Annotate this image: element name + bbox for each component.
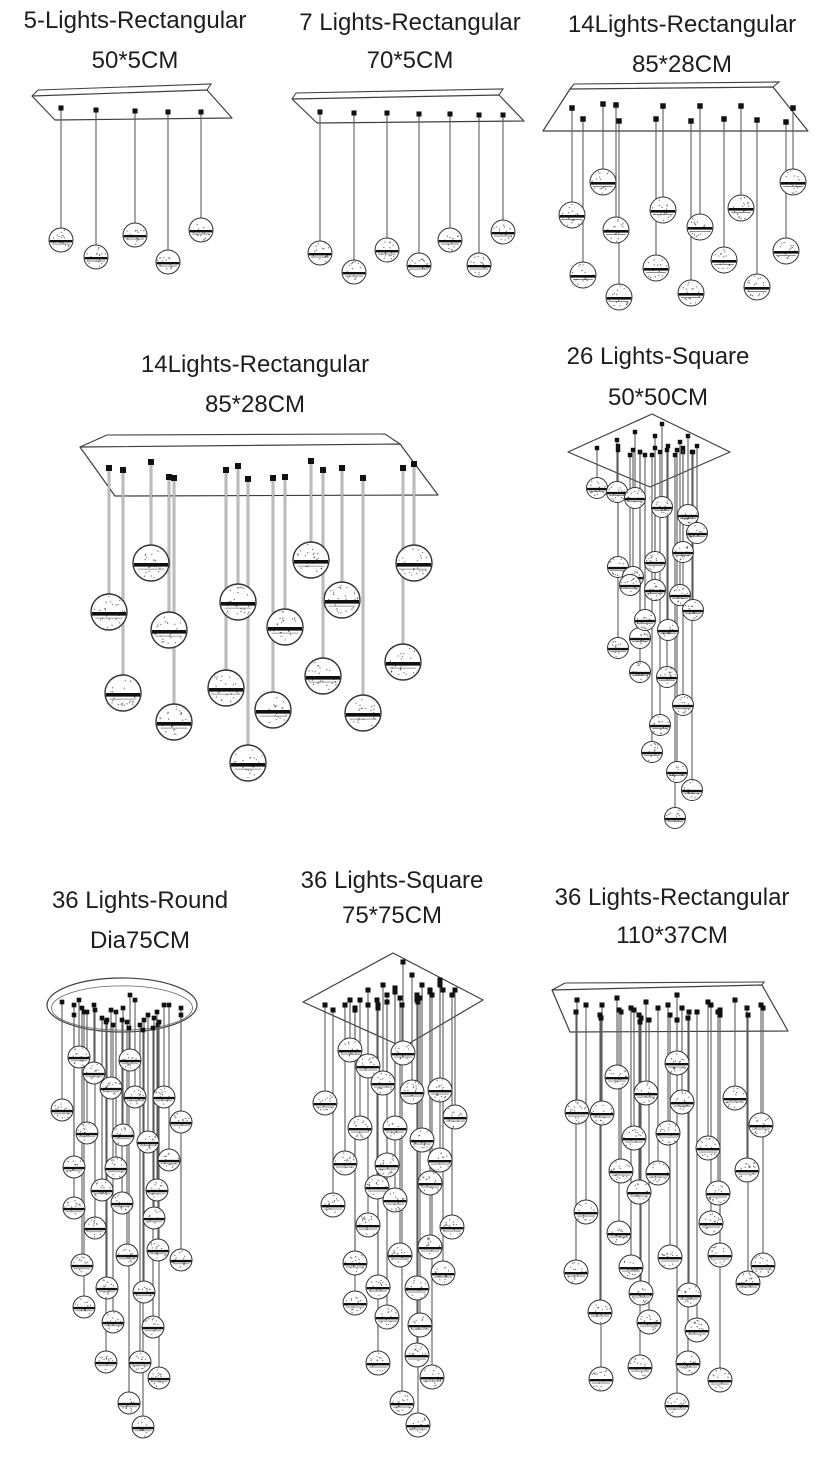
crystal-ball <box>673 542 694 563</box>
crystal-ball <box>637 1310 661 1334</box>
crystal-ball <box>625 488 646 509</box>
crystal-ball <box>645 580 666 601</box>
crystal-ball <box>658 1245 682 1269</box>
fixture-26-lights-square <box>568 414 730 829</box>
crystal-ball <box>646 1161 670 1185</box>
crystal-ball <box>170 1249 192 1271</box>
crystal-ball <box>665 808 686 829</box>
crystal-ball <box>148 1367 170 1389</box>
crystal-ball <box>156 250 180 274</box>
crystal-ball <box>587 478 608 499</box>
crystal-ball <box>293 542 329 578</box>
fixture-title: 36 Lights-Rectangular <box>554 884 790 911</box>
crystal-ball <box>407 253 431 277</box>
crystal-ball <box>696 1136 720 1160</box>
crystal-ball <box>589 1367 613 1391</box>
crystal-ball <box>143 1207 165 1229</box>
crystal-ball <box>390 1391 414 1415</box>
crystal-ball <box>396 545 432 581</box>
crystal-ball <box>428 1078 452 1102</box>
crystal-ball <box>308 241 332 265</box>
wires <box>317 109 505 261</box>
crystal-ball <box>682 780 703 801</box>
crystal-ball <box>665 1393 689 1417</box>
crystal-ball <box>49 228 73 252</box>
fixture-size: 85*28CM <box>631 51 733 78</box>
crystal-ball <box>657 667 678 688</box>
crystal-ball <box>711 247 737 273</box>
crystal-ball <box>73 1296 95 1318</box>
balls <box>49 218 213 274</box>
crystal-ball <box>356 1213 380 1237</box>
crystal-ball <box>590 169 616 195</box>
crystal-ball <box>634 1081 658 1105</box>
crystal-ball <box>230 745 266 781</box>
crystal-ball <box>105 1157 127 1179</box>
fixture-36-lights-round <box>47 978 197 1438</box>
crystal-ball <box>91 1179 113 1201</box>
canopy <box>568 414 730 487</box>
crystal-ball <box>665 1051 689 1075</box>
crystal-ball <box>608 638 629 659</box>
crystal-ball <box>687 523 708 544</box>
crystal-ball <box>564 1260 588 1284</box>
crystal-ball <box>590 1101 614 1125</box>
crystal-ball <box>91 594 127 630</box>
crystal-ball <box>366 1351 390 1375</box>
crystal-ball <box>574 1200 598 1224</box>
crystal-ball <box>565 1100 589 1124</box>
crystal-ball <box>348 1116 372 1140</box>
crystal-ball <box>491 220 515 244</box>
crystal-ball <box>267 609 303 645</box>
crystal-ball <box>220 584 256 620</box>
crystal-ball <box>76 1122 98 1144</box>
crystal-ball <box>51 1099 73 1121</box>
fixture-title: 5-Lights-Rectangular <box>23 7 247 34</box>
crystal-ball <box>305 658 341 694</box>
crystal-ball <box>63 1197 85 1219</box>
fixture-size: 70*5CM <box>366 47 454 74</box>
crystal-ball <box>333 1151 357 1175</box>
crystal-ball <box>744 274 770 300</box>
crystal-ball <box>443 1105 467 1129</box>
crystal-ball <box>619 1255 643 1279</box>
crystal-ball <box>118 1392 140 1414</box>
crystal-ball <box>405 1276 429 1300</box>
crystal-ball <box>418 1171 442 1195</box>
crystal-ball <box>142 1316 164 1338</box>
crystal-ball <box>313 1091 337 1115</box>
crystal-ball <box>630 662 651 683</box>
crystal-ball <box>780 169 806 195</box>
crystal-ball <box>650 197 676 223</box>
fixture-size: 110*37CM <box>616 922 728 949</box>
crystal-ball <box>123 223 147 247</box>
crystal-ball <box>132 1416 154 1438</box>
crystal-ball <box>151 612 187 648</box>
crystal-ball <box>385 644 421 680</box>
crystal-ball <box>467 253 491 277</box>
crystal-ball <box>622 1126 646 1150</box>
crystal-ball <box>345 695 381 731</box>
crystal-ball <box>129 1351 151 1373</box>
crystal-ball <box>607 1221 631 1245</box>
fixture-14-lights-rectangular-small <box>543 82 808 310</box>
fixture-36-lights-square <box>303 953 483 1437</box>
crystal-ball <box>628 1355 652 1379</box>
crystal-ball <box>137 1131 159 1153</box>
crystal-ball <box>119 1049 141 1071</box>
crystal-ball <box>606 284 632 310</box>
crystal-ball <box>667 762 688 783</box>
crystal-ball <box>438 228 462 252</box>
crystal-ball <box>652 497 673 518</box>
crystal-ball <box>603 217 629 243</box>
crystal-ball <box>383 1116 407 1140</box>
crystal-ball <box>673 695 694 716</box>
crystal-ball <box>375 1153 399 1177</box>
crystal-ball <box>63 1156 85 1178</box>
crystal-ball <box>153 1086 175 1108</box>
crystal-ball <box>420 1365 444 1389</box>
crystal-ball <box>147 1239 169 1261</box>
crystal-ball <box>708 1368 732 1392</box>
crystal-ball <box>670 1090 694 1114</box>
crystal-ball <box>111 1192 133 1214</box>
crystal-ball <box>736 1271 760 1295</box>
crystal-ball <box>749 1113 773 1137</box>
crystal-ball <box>84 245 108 269</box>
crystal-ball <box>375 238 399 262</box>
fixture-14-lights-rectangular-large <box>80 434 438 781</box>
crystal-ball <box>723 1086 747 1110</box>
crystal-ball <box>255 692 291 728</box>
crystal-ball <box>656 1121 680 1145</box>
crystal-ball <box>170 1111 192 1133</box>
crystal-ball <box>609 1159 633 1183</box>
crystal-ball <box>559 202 585 228</box>
crystal-ball <box>645 552 666 573</box>
crystal-ball <box>324 582 360 618</box>
crystal-ball <box>676 1351 700 1375</box>
canopy <box>80 434 438 496</box>
crystal-ball <box>627 1180 651 1204</box>
crystal-ball <box>678 280 704 306</box>
wires <box>573 992 765 1394</box>
crystal-ball <box>388 1243 412 1267</box>
crystal-ball <box>685 1318 709 1342</box>
crystal-ball <box>146 1179 168 1201</box>
crystal-ball <box>418 1235 442 1259</box>
crystal-ball <box>83 1062 105 1084</box>
crystal-ball <box>683 600 704 621</box>
crystal-ball <box>620 575 641 596</box>
crystal-ball <box>706 1181 730 1205</box>
crystal-ball <box>650 715 671 736</box>
crystal-ball <box>431 1261 455 1285</box>
crystal-ball <box>133 545 169 581</box>
fixture-size: 85*28CM <box>204 391 306 418</box>
balls <box>313 1038 467 1437</box>
crystal-ball <box>112 1124 134 1146</box>
crystal-ball <box>643 255 669 281</box>
balls <box>91 542 432 781</box>
crystal-ball <box>708 1243 732 1267</box>
crystal-ball <box>342 260 366 284</box>
crystal-ball <box>71 1254 93 1276</box>
crystal-ball <box>699 1211 723 1235</box>
fixture-7-lights-rectangular <box>292 89 524 284</box>
crystal-ball <box>156 704 192 740</box>
crystal-ball <box>605 1065 629 1089</box>
crystal-ball <box>428 1148 452 1172</box>
crystal-ball <box>383 1188 407 1212</box>
crystal-ball <box>158 1149 180 1171</box>
crystal-ball <box>635 610 656 631</box>
crystal-ball <box>116 1244 138 1266</box>
crystal-ball <box>102 1311 124 1333</box>
crystal-ball <box>343 1251 367 1275</box>
crystal-ball <box>133 1281 155 1303</box>
fixture-size: 75*75CM <box>341 902 443 929</box>
crystal-ball <box>321 1193 345 1217</box>
balls <box>587 478 708 829</box>
crystal-ball <box>95 1351 117 1373</box>
balls <box>308 220 515 284</box>
crystal-ball <box>343 1291 367 1315</box>
crystal-ball <box>96 1277 118 1299</box>
fixture-title: 14Lights-Rectangular <box>140 351 370 378</box>
crystal-ball <box>570 262 596 288</box>
crystal-ball <box>735 1158 759 1182</box>
crystal-ball <box>105 675 141 711</box>
canopy <box>32 84 232 120</box>
crystal-ball <box>728 195 754 221</box>
fixture-size: 50*50CM <box>607 384 709 411</box>
crystal-ball <box>642 742 663 763</box>
crystal-ball <box>100 1077 122 1099</box>
crystal-ball <box>406 1413 430 1437</box>
crystal-ball <box>391 1041 415 1065</box>
crystal-ball <box>440 1215 464 1239</box>
crystal-ball <box>410 1128 434 1152</box>
fixture-size: 50*5CM <box>91 47 179 74</box>
crystal-ball <box>189 218 213 242</box>
balls <box>559 169 806 310</box>
fixture-title: 14Lights-Rectangular <box>567 11 797 38</box>
crystal-ball <box>84 1217 106 1239</box>
fixture-size: Dia75CM <box>89 927 191 954</box>
crystal-ball <box>658 620 679 641</box>
crystal-ball <box>366 1275 390 1299</box>
crystal-ball <box>208 670 244 706</box>
crystal-ball <box>773 238 799 264</box>
fixture-5-lights-rectangular <box>32 84 232 274</box>
fixture-title: 36 Lights-Round <box>51 887 229 914</box>
crystal-ball <box>687 214 713 240</box>
crystal-ball <box>588 1300 612 1324</box>
crystal-ball <box>677 1283 701 1307</box>
crystal-ball <box>408 1313 432 1337</box>
crystal-ball <box>375 1305 399 1329</box>
fixture-title: 26 Lights-Square <box>566 343 750 370</box>
fixture-title: 7 Lights-Rectangular <box>299 9 521 36</box>
canopy <box>303 953 483 1047</box>
crystal-ball <box>629 1281 653 1305</box>
crystal-ball <box>371 1071 395 1095</box>
crystal-ball <box>400 1080 424 1104</box>
canopy <box>292 89 524 123</box>
crystal-ball <box>405 1343 429 1367</box>
fixture-36-lights-rectangular <box>552 982 788 1417</box>
crystal-ball <box>124 1086 146 1108</box>
fixture-title: 36 Lights-Square <box>300 867 484 894</box>
